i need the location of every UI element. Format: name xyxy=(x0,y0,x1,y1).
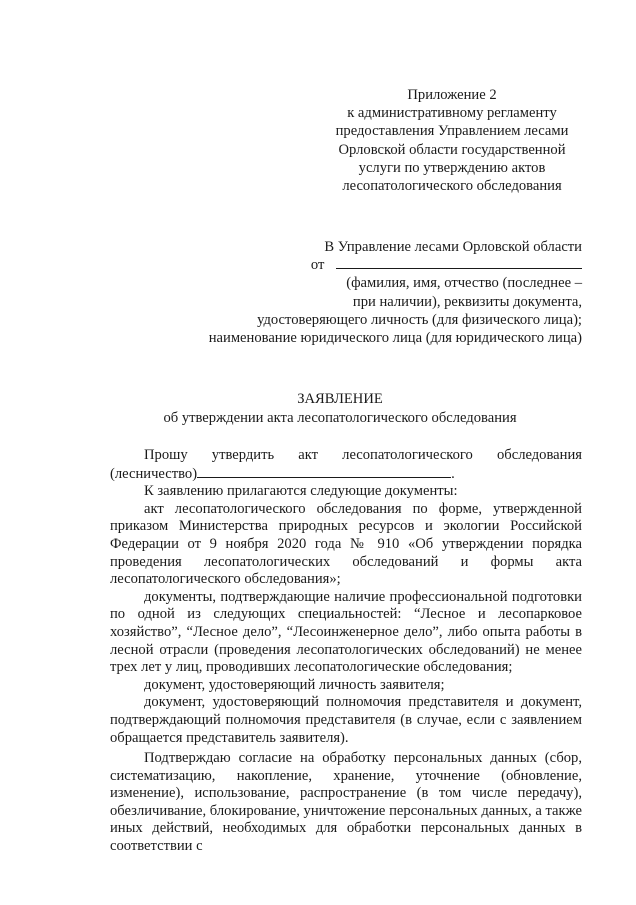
attachment-item-act: акт лесопатологического обследования по форме, утвержденной приказом Министерства природных ресурсов и экологии Российской Федерации от 9 ноября 2020 года № 910 «Об утверждении порядка проведения лесопатологических обследований и формы акта лесопатологического обследования»; xyxy=(110,500,582,588)
request-forestry-row xyxy=(110,465,582,484)
forestry-suffix: . xyxy=(451,465,455,482)
request-paragraph-line: Прошу утвердить акт лесопатологического обследования xyxy=(144,447,582,463)
title-subheading: об утверждении акта лесопатологического обследования xyxy=(163,409,517,426)
addressee-hint: (фамилия, имя, отчество (последнее – xyxy=(346,275,582,292)
addressee-to: В Управление лесами Орловской области xyxy=(324,239,582,255)
addressee-hint: удостоверяющего личность (для физического лица); xyxy=(257,311,582,328)
document-title xyxy=(120,390,560,427)
attachment-item-representative: документ, удостоверяющий полномочия представителя и документ, подтверждающий полномочия представителя (в случае, если с заявлением обращается представитель заявителя). xyxy=(110,694,582,746)
applicant-name-blank[interactable] xyxy=(336,256,582,269)
title-heading: ЗАЯВЛЕНИЕ xyxy=(297,391,383,407)
addressee-hint: при наличии), реквизиты документа, xyxy=(352,293,582,310)
forestry-blank[interactable] xyxy=(197,465,451,478)
appendix-line: к административному регламенту xyxy=(347,105,557,122)
addressee-hint: наименование юридического лица (для юридического лица) xyxy=(208,330,582,347)
addressee-from-label: от xyxy=(310,257,325,274)
attachments-intro: К заявлению прилагаются следующие документы: xyxy=(144,483,458,500)
appendix-line: лесопатологического обследования xyxy=(342,178,562,195)
forestry-label: (лесничество) xyxy=(110,465,198,482)
appendix-line: услуги по утверждению актов xyxy=(358,159,546,176)
addressee-from-row xyxy=(202,256,582,274)
attachment-item-identity: документ, удостоверяющий личность заявителя; xyxy=(144,676,445,693)
appendix-line: Орловской области государственной xyxy=(338,141,566,158)
addressee-block xyxy=(202,238,582,347)
document-body xyxy=(110,447,582,856)
appendix-header xyxy=(330,86,574,195)
attachment-item-qualification: документы, подтверждающие наличие профессиональной подготовки по одной из следующих специальностей: “Лесное и лесопарковое хозяйство”, “Лесное дело”, “Лесоинженерное дело”, либо опыта работы в лесной отрасли (проведения лесопатологических обследований) не менее трех лет у лиц, проводивших лесопатологические обследования; xyxy=(110,588,582,676)
appendix-line: Приложение 2 xyxy=(407,87,497,103)
consent-paragraph: Подтверждаю согласие на обработку персональных данных (сбор, систематизацию, накопление, хранение, уточнение (обновление, изменение), использование, распространение (в том числе передачу), обезличивание, блокирование, уничтожение персональных данных, а также иных действий, необходимых для обработки персональных данных в соответствии с xyxy=(110,750,582,855)
appendix-line: предоставления Управлением лесами xyxy=(335,123,569,140)
